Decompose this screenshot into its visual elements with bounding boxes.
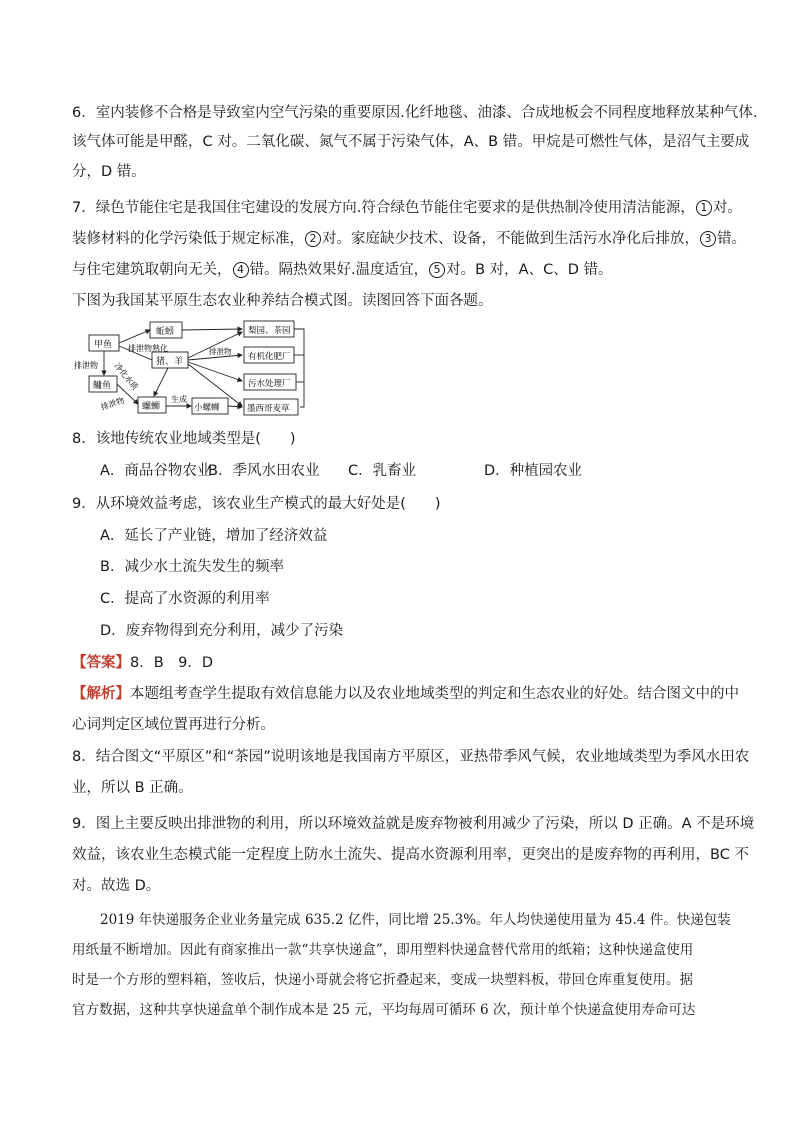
analysis-line-2: 心词判定区域位置再进行分析。: [72, 717, 275, 733]
q7-text: 错。: [717, 231, 746, 247]
diagram-label-qiuyin: 蚯蚓: [156, 327, 175, 337]
diagram-label-paixiewu-2: 排泄物: [74, 361, 98, 370]
q7-text: 装修材料的化学污染低于规定标准，: [72, 231, 304, 247]
circled-number-4: 4: [233, 262, 249, 278]
passage-line-1: 2019 年快递服务企业业务量完成 635.2 亿件，同比增 25.3%。年人均快递使用量为 45.4 件。快递包装: [100, 912, 731, 928]
diagram-label-zhuyang: 猪、羊: [156, 357, 184, 367]
q8-option-a[interactable]: A．商品谷物农业: [100, 463, 212, 479]
diagram-label-moxige: 墨西哥麦草: [247, 404, 290, 414]
q7-text: 错。隔热效果好.温度适宜，: [249, 262, 429, 278]
analysis-line-3: 8．结合图文“平原区”和“茶园”说明该地是我国南方平原区，亚热带季风气候，农业地域类型为季风水田农: [72, 749, 750, 765]
analysis-label: 【解析】: [72, 686, 130, 702]
diagram-label-paixiewu-3: 排泄物: [99, 395, 126, 412]
q8-options: [100, 461, 582, 481]
diagram-label-paixie-shuhua: 排泄物熟化: [128, 344, 168, 353]
q7-text: 7．绿色节能住宅是我国住宅建设的发展方向.符合绿色节能住宅要求的是供热制冷使用清洁能源，: [72, 200, 695, 216]
diagram-label-youji: 有机化肥厂: [248, 352, 291, 362]
circled-number-1: 1: [696, 200, 712, 216]
diagram-label-paixiewu-1: 排泄物: [209, 347, 232, 356]
analysis-text: 本题组考查学生提取有效信息能力以及农业地域类型的判定和生态农业的好处。结合图文中的中: [130, 686, 739, 702]
q7-text: 与住宅建筑取朝向无关，: [72, 262, 232, 278]
q6-line-3: 分，D 错。: [72, 164, 146, 180]
diagram-label-wushui: 污水处理厂: [248, 379, 291, 389]
diagram-intro: 下图为我国某平原生态农业种养结合模式图。读图回答下面各题。: [72, 293, 493, 309]
circled-number-2: 2: [305, 231, 321, 247]
q9-option-b[interactable]: B．减少水土流失发生的频率: [100, 559, 284, 575]
analysis-line-7: 对。故选 D。: [72, 878, 161, 894]
q9-option-c[interactable]: C．提高了水资源的利用率: [100, 591, 270, 607]
circled-number-5: 5: [429, 262, 445, 278]
q6-line-2: 该气体可能是甲醛，C 对。二氧化碳、氮气不属于污染气体，A、B 错。甲烷是可燃性气体，是沼气主要成: [72, 134, 750, 150]
q9-option-a[interactable]: A．延长了产业链，增加了经济效益: [100, 528, 328, 544]
passage-line-4: 官方数据，这种共享快递盒单个制作成本是 25 元，平均每周可循环 6 次，预计单个快递盒使用寿命可达: [72, 1002, 696, 1018]
diagram-label-luosi: 螺蛳: [142, 402, 161, 412]
circled-number-3: 3: [700, 231, 716, 247]
diagram-label-yongyu: 鳙鱼: [93, 381, 112, 391]
diagram-label-jiayu: 甲鱼: [94, 340, 113, 350]
answer-label: 【答案】: [72, 655, 130, 671]
q7-line-3: [72, 260, 612, 280]
q9-option-d[interactable]: D．废弃物得到充分利用，减少了污染: [100, 623, 344, 639]
q7-line-2: [72, 229, 746, 249]
answer-line: [72, 653, 213, 673]
q7-text: 对。家庭缺少技术、设备，不能做到生活污水净化后排放，: [322, 231, 699, 247]
analysis-line-4: 业，所以 B 正确。: [72, 780, 193, 796]
q7-text: 对。B 对，A、C、D 错。: [446, 262, 613, 278]
eco-agriculture-diagram: [72, 318, 342, 418]
analysis-line-5: 9．图上主要反映出排泄物的利用，所以环境效益就是废弃物被利用减少了污染，所以 D 正确。A 不是环境: [72, 816, 755, 832]
q7-line-1: [72, 198, 742, 218]
q8-stem: 8．该地传统农业地域类型是( ): [72, 431, 296, 447]
q9-stem: 9．从环境效益考虑，该农业生产模式的最大好处是( ): [72, 496, 441, 512]
q6-line-1: 6．室内装修不合格是导致室内空气污染的重要原因.化纤地毯、油漆、合成地板会不同程度地释放某种气体.: [72, 105, 758, 121]
answer-text: 8．B 9．D: [130, 655, 214, 671]
q8-option-b[interactable]: B．季风水田农业: [208, 463, 320, 479]
analysis-line-1: [72, 684, 739, 704]
analysis-line-6: 效益，该农业生态模式能一定程度上防水土流失、提高水资源利用率，更突出的是废弃物的再利用，BC 不: [72, 847, 749, 863]
q8-option-c[interactable]: C．乳畜业: [348, 463, 417, 479]
passage-line-3: 时是一个方形的塑料箱，签收后，快递小哥就会将它折叠起来，变成一块塑料板，带回仓库重复使用。据: [72, 972, 693, 988]
q7-text: 对。: [712, 200, 742, 216]
passage-line-2: 用纸量不断增加。因此有商家推出一款“共享快递盒”，即用塑料快递盒替代常用的纸箱；这种快递盒使用: [72, 942, 694, 958]
diagram-label-shengcheng: 生成: [171, 395, 187, 404]
diagram-label-jinghua: 净化水质: [112, 361, 140, 392]
q8-option-d[interactable]: D．种植园农业: [484, 463, 583, 479]
diagram-label-liyuan: 梨园、茶园: [248, 326, 291, 336]
diagram-label-xiaoluosi: 小螺蛳: [194, 403, 220, 413]
